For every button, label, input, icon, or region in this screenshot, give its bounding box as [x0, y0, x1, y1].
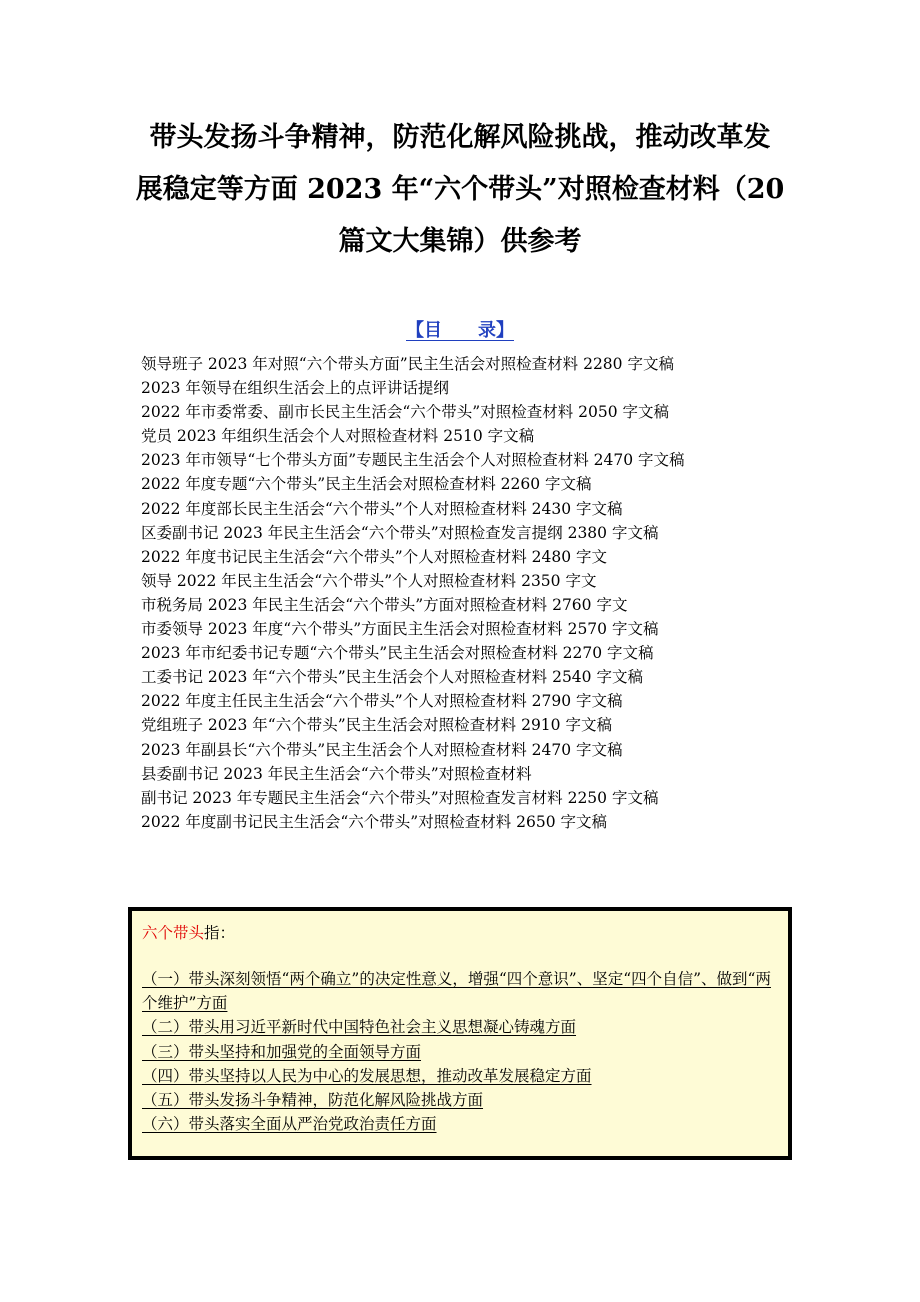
toc-heading-text: 【目 录】 — [406, 320, 514, 341]
box-list-item[interactable]: （五）带头发扬斗争精神，防范化解风险挑战方面 — [142, 1091, 484, 1110]
toc-item[interactable]: 2022 年度专题“六个带头”民主生活会对照检查材料 2260 字文稿 — [141, 475, 592, 494]
toc-heading — [0, 316, 920, 342]
toc-item[interactable]: 2022 年度主任民主生活会“六个带头”个人对照检查材料 2790 字文稿 — [141, 692, 623, 711]
toc-item[interactable]: 工委书记 2023 年“六个带头”民主生活会个人对照检查材料 2540 字文稿 — [141, 668, 643, 687]
toc-item[interactable]: 2023 年市领导“七个带头方面”专题民主生活会个人对照检查材料 2470 字文稿 — [141, 451, 685, 470]
box-heading-highlight: 六个带头 — [142, 924, 205, 942]
title-line-2: 展稳定等方面 2023 年“六个带头”对照检查材料（20 — [135, 174, 785, 205]
table-of-contents — [141, 352, 841, 834]
toc-item[interactable]: 市委领导 2023 年度“六个带头”方面民主生活会对照检查材料 2570 字文稿 — [141, 620, 659, 639]
toc-item[interactable]: 区委副书记 2023 年民主生活会“六个带头”对照检查发言提纲 2380 字文稿 — [141, 523, 659, 542]
toc-item[interactable]: 2022 年度副书记民主生活会“六个带头”对照检查材料 2650 字文稿 — [141, 812, 608, 831]
toc-item[interactable]: 党组班子 2023 年“六个带头”民主生活会对照检查材料 2910 字文稿 — [141, 716, 612, 735]
title-line-3: 篇文大集锦）供参考 — [338, 226, 582, 257]
box-list-item[interactable]: （二）带头用习近平新时代中国特色社会主义思想凝心铸魂方面 — [142, 1018, 577, 1037]
toc-item[interactable]: 副书记 2023 年专题民主生活会“六个带头”对照检查发言材料 2250 字文稿 — [141, 788, 659, 807]
box-list-item[interactable]: （四）带头坚持以人民为中心的发展思想，推动改革发展稳定方面 — [142, 1066, 592, 1085]
toc-item[interactable]: 2023 年市纪委书记专题“六个带头”民主生活会对照检查材料 2270 字文稿 — [141, 644, 654, 663]
toc-item[interactable]: 市税务局 2023 年民主生活会“六个带头”方面对照检查材料 2760 字文 — [141, 595, 628, 614]
box-list-item[interactable]: （一）带头深刻领悟“两个确立”的决定性意义，增强“四个意识”、坚定“四个自信”、做到“两个维护”方面 — [142, 970, 771, 1013]
toc-item[interactable]: 县委副书记 2023 年民主生活会“六个带头”对照检查材料 — [141, 764, 532, 783]
toc-item[interactable]: 2023 年领导在组织生活会上的点评讲话提纲 — [141, 379, 449, 398]
toc-item[interactable]: 领导 2022 年民主生活会“六个带头”个人对照检查材料 2350 字文 — [141, 571, 597, 590]
toc-item[interactable]: 党员 2023 年组织生活会个人对照检查材料 2510 字文稿 — [141, 427, 535, 446]
title-line-1: 带头发扬斗争精神，防范化解风险挑战，推动改革发 — [149, 122, 771, 153]
box-heading-suffix: 指： — [204, 924, 236, 942]
box-list-item[interactable]: （六）带头落实全面从严治党政治责任方面 — [142, 1115, 437, 1134]
box-heading — [142, 921, 235, 943]
document-title — [120, 112, 800, 268]
toc-item[interactable]: 2022 年度书记民主生活会“六个带头”个人对照检查材料 2480 字文 — [141, 547, 608, 566]
toc-item[interactable]: 2023 年副县长“六个带头”民主生活会个人对照检查材料 2470 字文稿 — [141, 740, 623, 759]
toc-item[interactable]: 领导班子 2023 年对照“六个带头方面”民主生活会对照检查材料 2280 字文稿 — [141, 355, 674, 373]
six-leads-box — [128, 907, 792, 1160]
box-list-item[interactable]: （三）带头坚持和加强党的全面领导方面 — [142, 1042, 422, 1061]
toc-item[interactable]: 2022 年度部长民主生活会“六个带头”个人对照检查材料 2430 字文稿 — [141, 499, 623, 518]
box-list — [142, 967, 782, 1136]
toc-item[interactable]: 2022 年市委常委、副市长民主生活会“六个带头”对照检查材料 2050 字文稿 — [141, 403, 670, 422]
